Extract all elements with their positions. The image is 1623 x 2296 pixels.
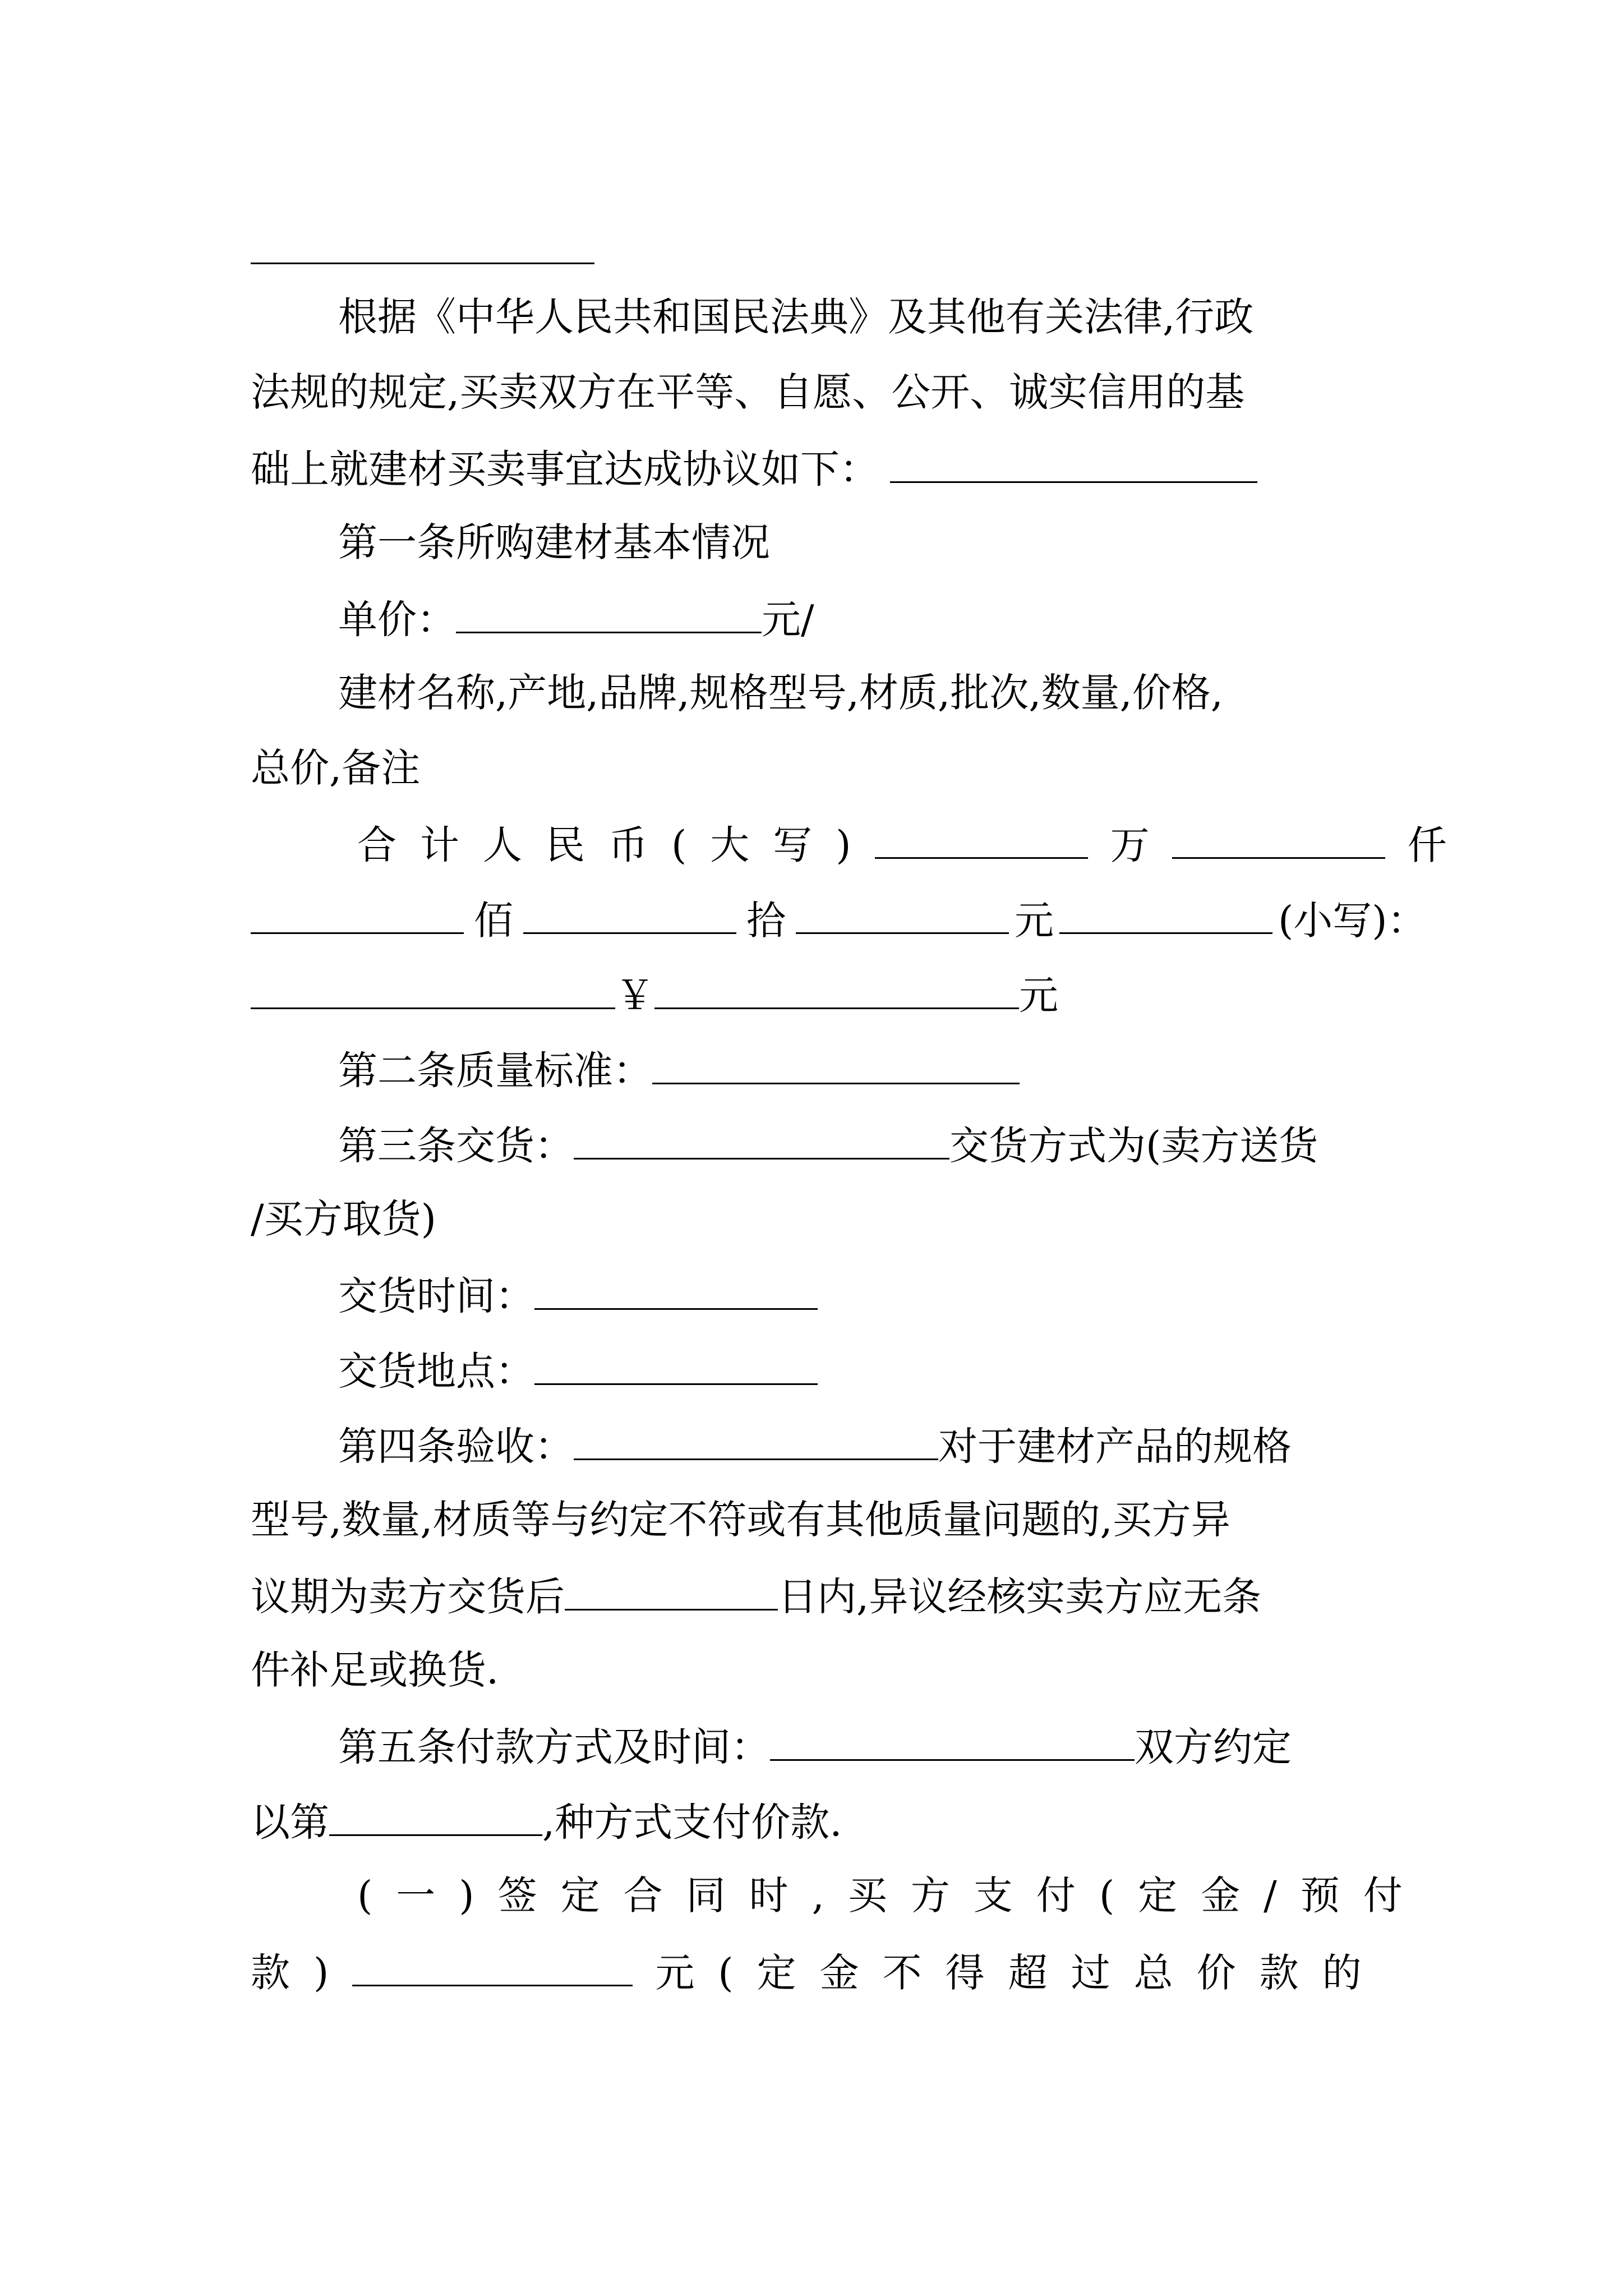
payment-method-blank[interactable] [329,1801,542,1836]
small-yuan-blank[interactable] [1059,899,1272,934]
article-5-l2-tail: ,种方式支付价款. [542,1799,842,1846]
payment-blank[interactable] [770,1726,1135,1761]
qian-blank[interactable] [1172,823,1385,859]
unit-price-line [338,596,814,643]
article-5-item-1-line-2 [251,1949,1385,1996]
intro-line-2: 法规的规定,买卖双方在平等、自愿、公开、诚实信用的基 [251,369,1245,415]
unit-price-label: 单价： [338,596,456,643]
article-2-line [338,1047,1020,1094]
delivery-time-label: 交货时间： [338,1273,534,1319]
article-5-line-1 [338,1724,1292,1770]
item-1-l2-tail: 元(定金不得超过总价款的 [655,1949,1385,1996]
delivery-place-line [338,1348,818,1395]
article-4-l3-head: 议期为卖方交货后 [251,1573,565,1620]
bai-blank[interactable] [251,899,464,934]
item-1-l2-head: 款) [251,1949,353,1996]
delivery-method-text: 交货方式为(卖方送货 [949,1122,1318,1169]
unit-price-suffix: 元/ [762,596,814,643]
intro-line-1: 根据《中华人民共和国民法典》及其他有关法律,行政 [338,294,1254,340]
total-label: 合计人民币(大写) [357,822,875,868]
agreement-blank[interactable] [890,448,1257,483]
article-3-line-2: /买方取货) [251,1196,436,1242]
total-line-3 [251,972,1058,1019]
article-5-tail: 双方约定 [1135,1724,1292,1770]
article-2-label: 第二条质量标准： [338,1047,652,1094]
header-rule [251,263,594,264]
intro-line-3 [251,446,1257,493]
article-4-l3-tail: 日内,异议经核实卖方应无条 [778,1573,1262,1620]
objection-days-blank[interactable] [565,1575,778,1611]
article-5-item-1-line-1 [357,1872,1426,1918]
total-line-2 [251,897,1427,944]
article-4-line-1 [338,1423,1292,1470]
yen-sign: ￥ [615,972,654,1019]
delivery-blank[interactable] [574,1124,949,1159]
yuan-unit: 元 [1015,897,1054,944]
xiaoxie-label: (小写)： [1278,897,1427,944]
wan-unit: 万 [1110,822,1150,868]
deposit-amount-blank[interactable] [352,1951,633,1986]
total-line-1 [357,822,1447,868]
columns-line-2: 总价,备注 [251,745,421,791]
columns-line-1: 建材名称,产地,品牌,规格型号,材质,批次,数量,价格, [338,670,1224,716]
delivery-place-blank[interactable] [534,1350,818,1385]
article-4-line-3 [251,1573,1262,1620]
article-4-label: 第四条验收： [338,1423,574,1470]
wan-blank[interactable] [875,823,1088,859]
shi-blank[interactable] [523,899,736,934]
article-3-label: 第三条交货： [338,1122,574,1169]
article-5-line-2 [251,1799,842,1846]
acceptance-blank[interactable] [574,1425,938,1460]
yuan-blank[interactable] [796,899,1009,934]
lowercase-blank[interactable] [251,974,615,1009]
delivery-time-blank[interactable] [534,1274,818,1310]
article-4-tail: 对于建材产品的规格 [938,1423,1292,1470]
unit-price-blank[interactable] [456,598,762,633]
item-1-text: (一)签定合同时,买方支付(定金/预付 [357,1872,1426,1918]
delivery-time-line [338,1273,818,1319]
yuan-unit-2: 元 [1019,972,1058,1019]
yen-amount-blank[interactable] [654,974,1019,1009]
article-1-title: 第一条所购建材基本情况 [338,519,770,565]
quality-standard-blank[interactable] [652,1049,1020,1084]
delivery-place-label: 交货地点： [338,1348,534,1395]
intro-line-3-text: 础上就建材买卖事宜达成协议如下： [251,446,879,493]
article-3-line-1 [338,1122,1318,1169]
qian-unit: 仟 [1407,822,1447,868]
article-5-label: 第五条付款方式及时间： [338,1724,770,1770]
article-5-l2-head: 以第 [251,1799,329,1846]
bai-unit: 佰 [474,897,513,944]
article-4-line-4: 件补足或换货. [251,1647,499,1693]
shi-unit: 拾 [746,897,786,944]
article-4-line-2: 型号,数量,材质等与约定不符或有其他质量问题的,买方异 [251,1497,1230,1543]
